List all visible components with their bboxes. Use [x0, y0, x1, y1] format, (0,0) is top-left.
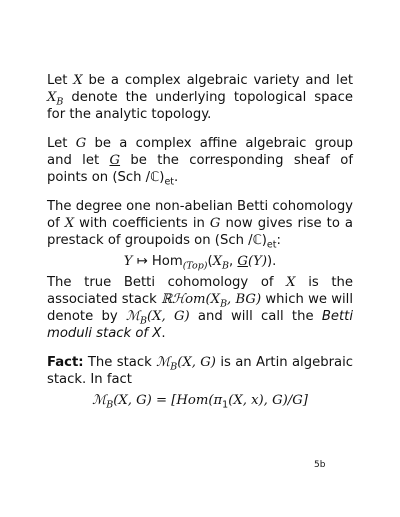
- subscript-b: B: [56, 96, 64, 108]
- paragraph-group: [47, 135, 353, 186]
- formula-rhs: (X, x), G)/G]: [228, 393, 308, 408]
- text: Let: [47, 136, 76, 151]
- subscript-b: B: [220, 298, 228, 310]
- paren: ).: [266, 254, 277, 269]
- text: and will call the: [189, 309, 322, 324]
- math-y-arg: (Y): [247, 254, 267, 269]
- text: be a complex algebraic variety and let: [82, 73, 353, 88]
- text: :: [276, 233, 281, 248]
- text: now gives rise to a prestack of groupoids on (Sch /ℂ): [47, 216, 353, 248]
- comma: ,: [229, 254, 238, 269]
- slide-content: [47, 72, 353, 413]
- math-args: (X, G): [146, 309, 190, 324]
- display-formula-moduli: [47, 392, 353, 409]
- subscript-one: 1: [222, 399, 229, 411]
- text: .: [161, 326, 166, 341]
- subscript-et: et: [266, 239, 277, 251]
- text: is the associated stack: [47, 275, 353, 307]
- subscript-b: B: [170, 361, 178, 373]
- paragraph-variety: [47, 72, 353, 123]
- mapsto-symbol: ↦: [132, 254, 152, 269]
- math-g-underlined: G: [109, 153, 121, 168]
- subscript-top: (Top): [182, 260, 208, 272]
- subscript-et: et: [164, 176, 175, 188]
- math-args: (X, G): [177, 355, 216, 370]
- text: denote the underlying topological space for the analytic topology.: [47, 90, 353, 122]
- moduli-symbol: ℳ: [92, 393, 107, 408]
- formula-lhs: (X, G) = [Hom(π: [113, 393, 223, 408]
- paragraph-betti-cohomology: [47, 198, 353, 249]
- italic-term: Betti moduli stack of X: [47, 309, 353, 341]
- text: The stack: [83, 355, 157, 370]
- display-formula-prestack: [47, 253, 353, 270]
- math-g: G: [75, 136, 87, 151]
- math-x: X: [64, 216, 75, 231]
- math-g: G: [209, 216, 221, 231]
- hom-text: Hom: [151, 254, 183, 269]
- math-x: X: [73, 73, 83, 88]
- text: which we will denote by: [47, 292, 354, 324]
- rhom-symbol: ℝℋom: [161, 292, 206, 307]
- fact-label: Fact:: [47, 355, 84, 370]
- paragraph-true-betti: [47, 274, 353, 342]
- subscript-b: B: [106, 399, 114, 411]
- text: with coefficients in: [74, 216, 210, 231]
- moduli-symbol: ℳ: [125, 309, 140, 324]
- subscript-b: B: [222, 260, 230, 272]
- text: The true Betti cohomology of: [47, 275, 287, 290]
- paren: (: [207, 254, 213, 269]
- paragraph-fact: [47, 354, 353, 388]
- text: .: [174, 170, 179, 185]
- text: be the corresponding sheaf of points on (Sch /ℂ): [47, 153, 353, 185]
- text: is an Artin algebraic stack. In fact: [47, 355, 353, 387]
- math-g-underlined: G: [237, 254, 248, 269]
- math-x: X: [212, 254, 223, 269]
- subscript-b: B: [140, 315, 147, 327]
- math-x: X: [47, 90, 57, 105]
- math-args: (X: [205, 292, 221, 307]
- text: The degree one non-abelian Betti cohomology of: [47, 199, 353, 231]
- math-y: Y: [123, 254, 133, 269]
- page-number: 5b: [314, 460, 326, 470]
- text: Let: [47, 73, 74, 88]
- moduli-symbol: ℳ: [156, 355, 171, 370]
- math-x: X: [286, 275, 296, 290]
- text: be a complex affine algebraic group and let: [47, 136, 353, 168]
- math-args: , BG): [227, 292, 262, 307]
- math-xb: [47, 90, 64, 108]
